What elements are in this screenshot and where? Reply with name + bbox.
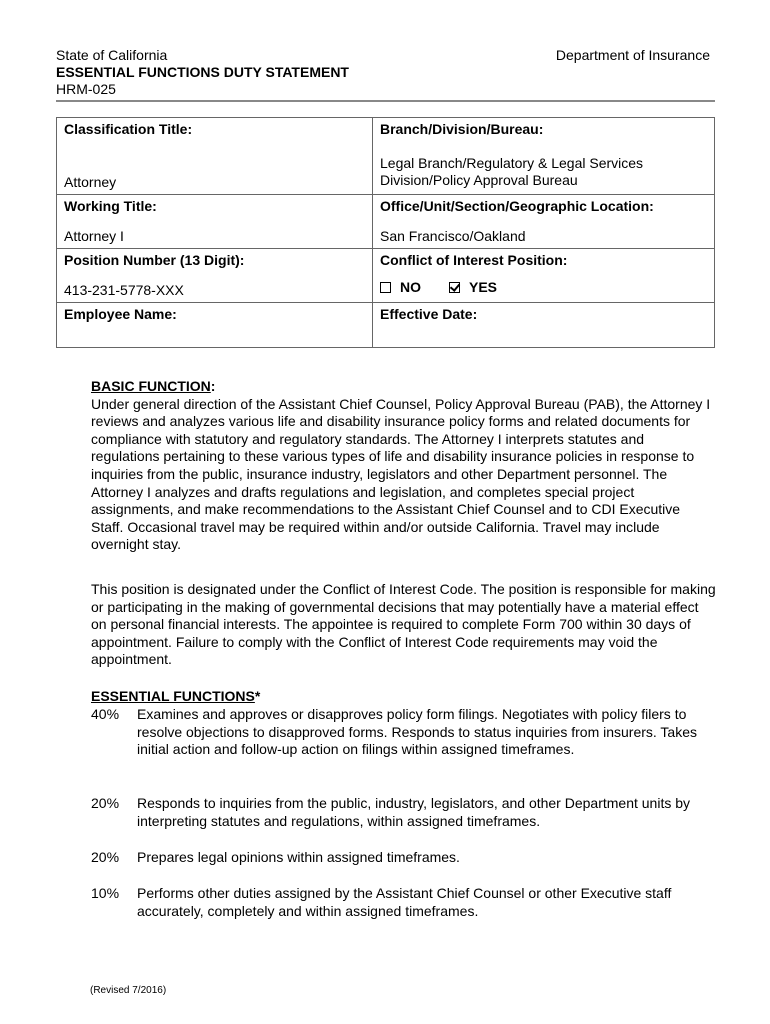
basic-function-heading	[91, 378, 716, 396]
effective-date-label: Effective Date:	[380, 306, 478, 322]
classification-cell	[57, 118, 373, 195]
duty-text: Examines and approves or disapproves policy form filings. Negotiates with policy filers to resolve objections to disapproved forms. Responds to status inquiries from insurers. Takes initial action and follow-up action on filings within assigned timeframes.	[137, 706, 698, 758]
duty-text: Performs other duties assigned by the Assistant Chief Counsel or other Executive staff accurately, completely and within assigned timeframes.	[137, 885, 672, 919]
header-divider	[56, 100, 715, 102]
duty-text: Responds to inquiries from the public, industry, legislators, and other Department units by interpreting statutes and regulations, within assigned timeframes.	[137, 795, 691, 829]
position-number-cell	[57, 249, 373, 303]
conflict-options	[380, 279, 708, 296]
branch-cell	[373, 118, 715, 195]
conflict-cell	[373, 249, 715, 303]
essential-functions-asterisk: *	[254, 688, 261, 704]
conflict-yes-option[interactable]	[449, 279, 497, 296]
classification-value: Attorney	[64, 174, 117, 190]
basic-function-title: BASIC FUNCTION	[91, 378, 211, 394]
document-header	[56, 47, 349, 98]
position-info-table	[56, 117, 715, 348]
duty-percent: 40%	[91, 706, 120, 722]
duty-percent: 20%	[91, 849, 120, 865]
document-title: ESSENTIAL FUNCTIONS DUTY STATEMENT	[56, 64, 349, 80]
duty-item	[91, 885, 716, 920]
office-cell	[373, 195, 715, 249]
duty-item	[91, 849, 716, 867]
employee-name-cell[interactable]	[57, 303, 373, 348]
basic-function-section	[91, 378, 716, 554]
branch-label: Branch/Division/Bureau:	[380, 121, 544, 137]
conflict-no-checkbox[interactable]	[380, 282, 391, 293]
conflict-yes-label: YES	[469, 279, 498, 295]
position-number-value: 413-231-5778-XXX	[64, 282, 184, 298]
conflict-yes-checkbox[interactable]	[449, 282, 460, 293]
employee-name-label: Employee Name:	[64, 306, 177, 322]
office-value: San Francisco/Oakland	[380, 228, 526, 244]
essential-functions-title: ESSENTIAL FUNCTIONS	[91, 688, 255, 704]
duty-item	[91, 706, 716, 759]
working-title-value: Attorney I	[64, 228, 124, 244]
duty-percent: 10%	[91, 885, 120, 901]
working-title-cell	[57, 195, 373, 249]
classification-label: Classification Title:	[64, 121, 193, 137]
working-title-label: Working Title:	[64, 198, 157, 214]
conflict-no-label: NO	[400, 279, 421, 295]
essential-functions-heading	[91, 688, 716, 706]
basic-function-paragraph: Under general direction of the Assistant Chief Counsel, Policy Approval Bureau (PAB), the Attorney I reviews and analyzes various life and disability insurance policy forms and related documents for compliance with statutory and regulatory standards. The Attorney I interprets statutes and regulations pertaining to these various types of life and disability insurance policies in response to inquiries from the public, insurance industry, legislators and other Department personnel. The Attorney I analyzes and drafts regulations and legislation, and completes special project assignments, and make recommendations to the Assistant Chief Counsel and to CDI Executive Staff. Occasional travel may be required within and/or outside California. Travel may include overnight stay.	[91, 395, 711, 553]
duty-text: Prepares legal opinions within assigned timeframes.	[137, 849, 460, 865]
office-label: Office/Unit/Section/Geographic Location:	[380, 198, 654, 214]
duty-item	[91, 795, 716, 830]
revision-note: (Revised 7/2016)	[90, 985, 167, 996]
conflict-code-paragraph: This position is designated under the Conflict of Interest Code. The position is responsible for making or participating in the making of governmental decisions that may potentially have a material effect on personal financial interests. The appointee is required to complete Form 700 within 30 days of appointment. Failure to comply with the Conflict of Interest Code requirements may void the appointment.	[91, 581, 716, 668]
conflict-no-option[interactable]	[380, 279, 421, 296]
state-name: State of California	[56, 47, 168, 63]
branch-value: Legal Branch/Regulatory & Legal Services Division/Policy Approval Bureau	[380, 155, 644, 188]
department-name: Department of Insurance	[555, 47, 710, 63]
effective-date-cell[interactable]	[373, 303, 715, 348]
basic-function-title-colon: :	[210, 378, 216, 394]
position-number-label: Position Number (13 Digit):	[64, 252, 245, 268]
form-number: HRM-025	[56, 81, 116, 97]
duty-percent: 20%	[91, 795, 120, 811]
conflict-label: Conflict of Interest Position:	[380, 252, 568, 268]
